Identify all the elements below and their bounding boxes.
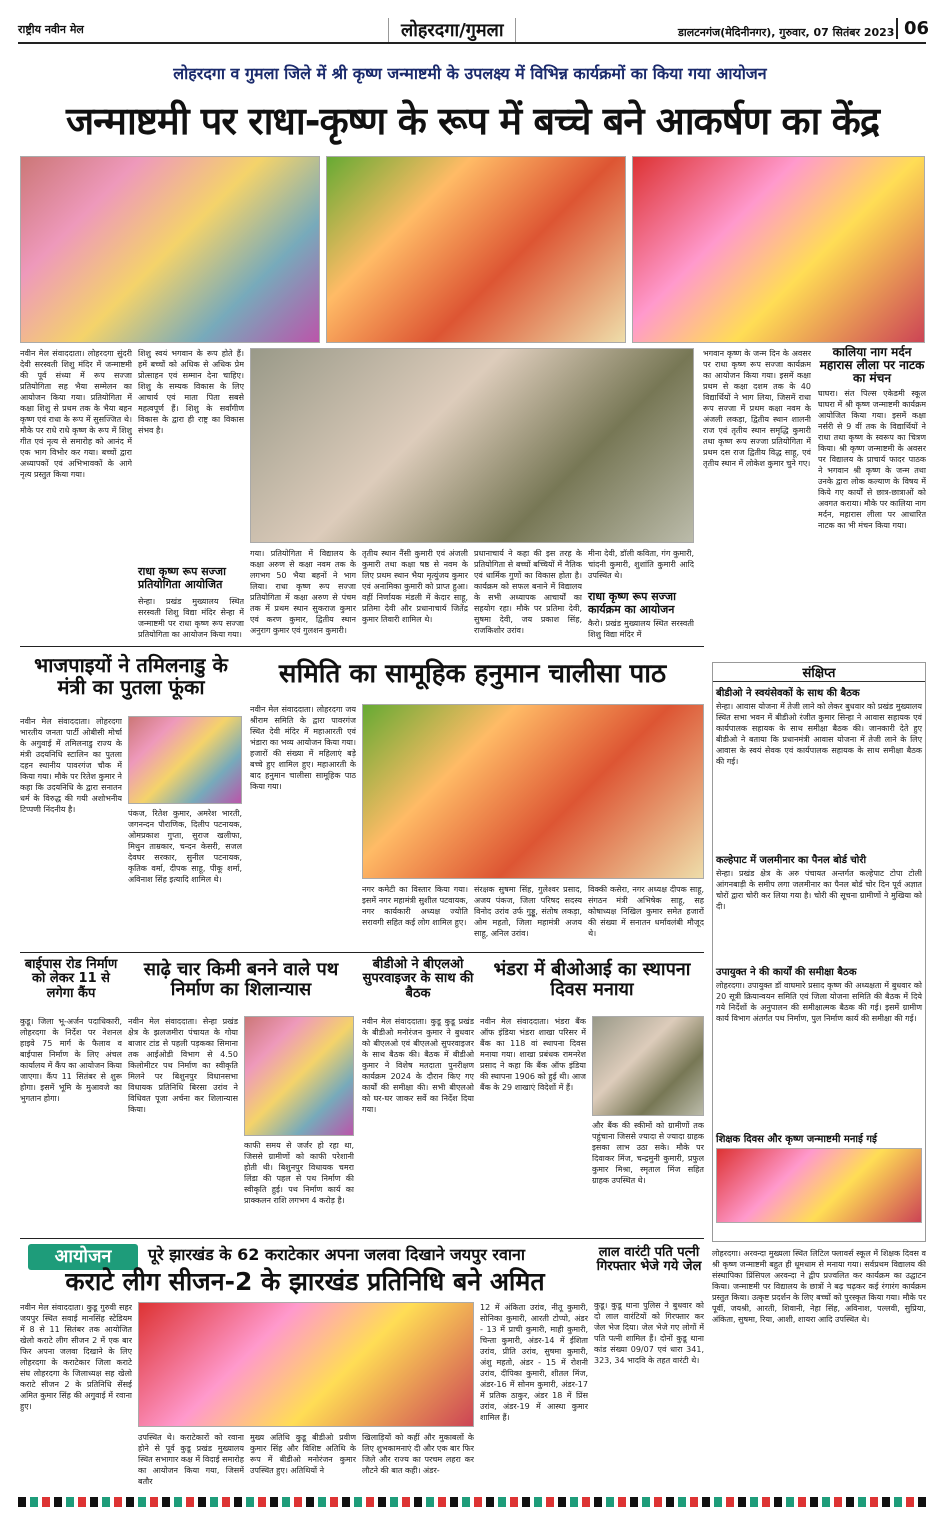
karate-col-3: मुख्य अतिथि कुडू बीडीओ प्रवीण कुमार सिंह और विशिष्ट अतिथि के रूप में बीडीओ मनोरंजन कुमार उपस्थित हुए। अतिथियों ने (250, 1433, 356, 1475)
karate-kicker: पूरे झारखंड के 62 कराटेकार अपना जलवा दिखाने जयपुर रवाना (148, 1245, 526, 1264)
masthead (18, 18, 930, 44)
lead-photo-4 (250, 348, 694, 543)
road-headline: साढ़े चार किमी बनने वाले पथ निर्माण का शिलान्यास (143, 959, 339, 1000)
road-photo (244, 1016, 354, 1136)
hanuman-photo (362, 704, 704, 879)
boi-headline: भंडरा में बीओआई का स्थापना दिवस मनाया (493, 959, 691, 1000)
dateline: डालटनगंज(मेदिनीनगर), गुरुवार, 07 सितंबर 2023 (678, 26, 895, 39)
bjp-photo (128, 716, 242, 804)
lead-photo-3 (632, 156, 925, 343)
bottom-color-bar (18, 1497, 926, 1507)
hanuman-col-2: नगर कमेटी का विस्तार किया गया। इसमें नगर महामंत्री सुशील पटवायक, नगर कार्यकारी अध्यक्ष ज्योति सरावगी सहित कई लोग शामिल हुए। (362, 885, 468, 927)
newspaper-brand: राष्ट्रीय नवीन मेल (18, 23, 84, 36)
side-story-text: घाघरा। संत पिल्स एकेडमी स्कूल घाघरा में श्री कृष्ण जन्माष्टमी कार्यक्रम आयोजित किया गया। इसमें कक्षा नर्सरी से 9 वीं तक के विद्यार्थियों ने राधा तथा कृष्ण के स्वरूप का चित्रण किया। श्री कृष्ण जन्माष्टमी के अवसर पर विद्यालय के प्राचार्य फादर पाठक ने भगवान श्री कृष्ण के जन्म तथा उनके द्वारा लोक कल्याण के विषय में किये गए कार्यों से छात्र-छात्राओं को अवगत कराया। मौके पर कालिया नाग मर्दन, महारास लीला पर आधारित नाटक का भी मंचन किया गया। (818, 389, 926, 530)
boi-text-2: और बैंक की स्कीमों को ग्रामीणों तक पहुंचाना जिससे ज्यादा से ज्यादा ग्राहक इसका लाभ उठा सके। मौके पर दिवाकर मिंज, चन्द्रमुनी कुमारी, प्रफुल कुमार मिश्रा, स्मृताल मिंज सहित ग्राहक उपस्थित थे। (592, 1121, 704, 1185)
brief-b3-head: उपायुक्त ने की कार्यों की समीक्षा बैठक (716, 967, 857, 978)
brief-b3-text: लोहरदगा। उपायुक्त डॉ वाघमारे प्रसाद कृष्ण की अध्यक्षता में बुधवार को 20 सूत्री क्रियान्वयन समिति एवं जिला योजना समिति की बैठक में दिये गये निर्देशों के अनुपालन की समीक्षात्मक बैठक की गई। इसमें ग्रामीण कार्य विभाग अंतर्गत पथ निर्माण, पुल निर्माण कार्य की समीक्षा की गई। (716, 981, 922, 1023)
bdo-text: नवीन मेल संवाददाता। कुडू कुडू प्रखंड के बीडीओ मनोरंजन कुमार ने बुधवार को बीएलओ एवं बीएलओ सुपरवाइजर के साथ बैठक की। बैठक में बीडीओ कुमार ने विशेष मतदाता पुनरीक्षण कार्यक्रम 2024 के दौरान किए गए कार्यों की समीक्षा की। सभी बीएलओ को घर-घर जाकर सर्वे का निर्देश दिया गया। (362, 1017, 474, 1114)
school-text: लोहरदगा। अरवन्दा मुख्यला स्थित लिटिल फ्लावर्स स्कूल में शिक्षक दिवस व श्री कृष्ण जन्माष्टमी बहुत ही धूमधाम से मनाया गया। सर्वप्रथम विद्यालय की संस्थापिका प्रिंसिपल अरवन्दा ने द्वीप प्रज्वलित कर कार्यक्रम का उद्घाटन किया। जन्माष्टमी पर विद्यालय के छात्रों ने बढ़ चढ़कर कई रंगारंग कार्यक्रम प्रस्तुत किया। उत्कृष्ट प्रदर्शन के लिए बच्चों को पुरस्कृत किया गया। मौके पर पूर्वी, जयश्री, आरती, शिवानी, नेहा सिंह, अविनाश, पल्लवी, सुप्रिया, अंकिता, सुषमा, रिया, आशी, शायरा आदि उपस्थित थे। (712, 1249, 926, 1324)
brief-b1-text: सेन्हा। आवास योजना में तेजी लाने को लेकर बुधवार को प्रखंड मुख्यालय स्थित सभा भवन में बीडीओ रंजीत कुमार सिन्हा ने आवास सहायक एवं कार्यपालक सहायक के साथ समीक्षा बैठक की। जानकारी देते हुए बीडीओ ने बताया कि प्रधानमंत्री आवास योजना में तेजी लाने के लिए आवास के स्वयं सेवक एवं कार्यपालक सहायक के साथ समीक्षा बैठक की गई। (716, 702, 922, 766)
brief2-text: कैरो। प्रखंड मुख्यालय स्थित सरस्वती शिशु विद्या मंदिर में (588, 619, 694, 639)
briefs-title: संक्षिप्त (713, 663, 925, 682)
divider (20, 646, 704, 647)
boi-text: नवीन मेल संवाददाता। भंडरा बैंक ऑफ इंडिया भंडरा शाखा परिसर में बैंक का 118 वां स्थापना दिवस मनाया गया। शाखा प्रबंधक रामनरेश प्रसाद ने कहा कि बैंक ऑफ इंडिया की स्थापना 1906 को हुई थी। आज बैंक के 29 शाखाएं विदेशों में हैं। (480, 1017, 586, 1092)
section-name: लोहरदगा/गुमला (388, 18, 516, 42)
bjp-text-2: पंकज, रितेश कुमार, अमरेश भारती, जगनन्दन पौराणिक, दिलीप पटनायक, ओमप्रकाश गुप्ता, सुराज खलीफा, मिथुन ताम्रकार, चन्दन केसरी, सजल देवघर सरकार, सुनील पटनायक, कृतिक वर्मा, दीपक साहू, पीकू शर्मा, अविनाश सिंह इत्यादि शामिल थे। (128, 809, 242, 884)
hanuman-col-1: नवीन मेल संवाददाता। लोहरदगा जय श्रीराम समिति के द्वारा पावरगंज स्थित देवी मंदिर में महाआरती एवं भंडारा का भव्य आयोजन किया गया। हजारों की संख्या में महिलाएं बड़े बच्चे हुए शामिल हुए। महाआरती के बाद हनुमान चालीसा सामूहिक पाठ किया गया। (250, 705, 356, 791)
karate-col-1: नवीन मेल संवाददाता। कुडू गुरुवी सहर जयपुर स्थित सवाई मानसिंह स्टेडियम में 8 से 11 सितंबर तक आयोजित खेलो कराटे लीग सीजन 2 में एक बार फिर अपना जलवा दिखाने के लिए लोहरदगा के कराटेकार जिला कराटे संघ लोहरदगा के जिलाध्यक्ष सह खेलो कराटे सीजन 2 के प्रतिनिधि सेंसई अमित कुमार सिंह की अगुवाई में रवाना हुए। (20, 1303, 132, 1411)
karate-col-4: खिलाड़ियों को कहीं और मुकाबलों के लिए शुभकामनाएं दी और एक बार फिर जिले और राज्य का परचम लहरा कर लौटने की बात कही। अंडर- (362, 1433, 474, 1475)
hanuman-col-3: संरक्षक सुषमा सिंह, गुलेश्वर प्रसाद, अजय पंकज, जिला परिषद सदस्य विनोद उरांव उर्फ गुड्डू, संतोष लकड़ा, ओम महतो, जिला महामंत्री अजय साहू, अनिल उरांव। (474, 885, 582, 938)
page-number: 06 (896, 18, 929, 39)
lead-headline: जन्माष्टमी पर राधा-कृष्ण के रूप में बच्चे बने आकर्षण का केंद्र (65, 99, 880, 143)
lead-col-1: नवीन मेल संवाददाता। लोहरदगा सुंदरी देवी सरस्वती शिशु मंदिर में जन्माष्टमी की पूर्व संध्या में रूप सज्जा प्रतियोगिता सह भैया सम्मेलन का आयोजन किया गया। प्रतियोगिता में कक्षा शिशु से प्रथम तक के भैया बहन कृष्ण एवं राधा के रूप में सुसज्जित थे। मौके पर राधे राधे कृष्ण के रूप में शिशु गीत एवं नृत्य से समारोह को आनंद में एक भाग विभोर कर गया। बच्चों द्वारा अध्यापकों एवं अभिभावकों के आगे नृत्य प्रस्तुत किया गया। (20, 349, 132, 479)
karate-col-5: 12 में अंकिता उरांव, नीतू कुमारी, सोनिका कुमारी, आरती टोप्पो, अंडर - 13 में प्राची कुमारी, माही कुमारी, चिन्ता कुमारी, अंडर-14 में ईशिता उरांव, प्रीति उरांव, सुषमा कुमारी, अंशु महतो, अंडर - 15 में रोशनी उरांव, दीपिका कुमारी, शीतल मिंज, अंडर-16 में सोनम कुमारी, अंडर-17 में प्रतिक ठाकुर, अंडर 18 में प्रिंस उरांव, अंडर-19 में आस्था कुमार शामिल हैं। (480, 1303, 588, 1422)
brief-b2-text: सेन्हा। प्रखंड क्षेत्र के अरु पंचायत अन्तर्गत कल्हेपाट टोपा टोली आंगनबाड़ी के समीप लगा जलमीनार का पैनल बोर्ड चोर दिन पूर्व अज्ञात चोरों द्वारा चोरी कर लिया गया है। चोरी की सूचना ग्रामीणों ने मुखिया को दी। (716, 869, 922, 911)
lead-col-6: मीना देवी, डॉली कविता, गंग कुमारी, चांदनी कुमारी, शुशांति कुमारी आदि उपस्थित थे। (588, 549, 694, 580)
arrest-text: कुडू। कुडू थाना पुलिस ने बुधवार को दो लाल वारंटियों को गिरफ्तार कर जेल भेज दिया। जेल भेजे गए लोगों में पति पत्नी शामिल हैं। दोनों कुडू थाना कांड संख्या 09/07 एवं धारा 341, 323, 34 भादवि के तहत वारंटी थे। (594, 1301, 704, 1365)
bdo-headline: बीडीओ ने बीएलओ सुपरवाइजर के साथ की बैठक (362, 957, 474, 1001)
briefs-box (712, 662, 926, 1242)
lead-photo-2 (326, 156, 626, 343)
road-text: नवीन मेल संवाददाता। सेन्हा प्रखंड क्षेत्र के झलजमीरा पंचायत के गोया बाजार टांड से पहली पड़कका सिमाना तक आईओडी विभाग से 4.50 किलोमीटर पथ निर्माण का स्वीकृति मिलने पर बिशुनपुर विधानसभा विधायक प्रतिनिधि बिरसा उरांव ने विधिवत पूजा अर्चना कर शिलान्यास किया। (128, 1017, 238, 1114)
divider (20, 1238, 704, 1239)
lead-photo-1 (20, 156, 320, 343)
lead-col-3: गया। प्रतियोगिता में विद्यालय के कक्षा अरुण से कक्षा नवम तक के लगभग 50 भैया बहनों ने भाग लिया। राधा कृष्ण रूप सज्जा प्रतियोगिता में कक्षा अरुण से पंचम तक में प्रथम स्थान सुकराज कुमार एवं करण कुमार, द्वितीय स्थान अनुराग कुमार एवं गुलशन कुमारी। (250, 549, 356, 635)
brief-b4-photo (716, 1148, 922, 1223)
bypass-headline: बाईपास रोड निर्माण को लेकर 11 से लगेगा कैंप (24, 957, 118, 1001)
bjp-headline: भाजपाइयों ने तमिलनाडु के मंत्री का पुतला फूंका (34, 653, 228, 699)
bjp-text: नवीन मेल संवाददाता। लोहरदगा भारतीय जनता पार्टी ओबीसी मोर्चा के अगुवाई में तमिलनाडु राज्य के मंत्री उदयनिधि स्टालिन का पुतला दहन स्थानीय पावरगंज चौक में किया गया। मौके पर रितेश कुमार ने कहा कि उदयनिधि के द्वारा सनातन धर्म के विरुद्ध की गयी अशोभनीय टिप्पणी निंदनीय है। (20, 717, 122, 814)
side-story-head: कालिया नाग मर्दन महारास लीला पर नाटक का मंचन (819, 345, 925, 386)
karate-tag: आयोजन (28, 1244, 138, 1270)
boi-photo (592, 1016, 704, 1116)
karate-headline: कराटे लीग सीजन-2 के झारखंड प्रतिनिधि बने अमित (65, 1267, 545, 1296)
brief-b4-head: शिक्षक दिवस और कृष्ण जन्माष्टमी मनाई गई (716, 1134, 877, 1145)
brief-b2-head: कल्हेपाट में जलमीनार का पैनल बोर्ड चोरी (716, 855, 867, 866)
lead-kicker: लोहरदगा व गुमला जिले में श्री कृष्ण जन्माष्टमी के उपलक्ष्य में विभिन्न कार्यक्रमों का किया गया आयोजन (173, 64, 767, 83)
lead-col-2: शिशु स्वयं भगवान के रूप होते हैं। हमें बच्चों को अधिक से अधिक प्रेम प्रोत्साहन एवं सम्मान देना चाहिए। शिशु के सम्यक विकास के लिए आचार्य एवं माता पिता सबसे महत्वपूर्ण हैं। शिशु के सर्वांगीण विकास के द्वारा ही राष्ट्र का विकास संभव है। (138, 349, 244, 435)
brief1-text: सेन्हा। प्रखंड मुख्यालय स्थित सरस्वती शिशु विद्या मंदिर सेन्हा में जन्माष्टमी पर राधा कृष्ण रूप सज्जा प्रतियोगिता का आयोजन किया गया। (138, 597, 244, 639)
hanuman-col-4: विक्की कसेरा, नगर अध्यक्ष दीपक साहू, संगठन मंत्री अभिषेक साहू, सह कोषाध्यक्ष निखिल कुमार समेत हजारों की संख्या में सनातन धर्मावलंबी मौजूद थे। (588, 885, 704, 938)
brief2-head: राधा कृष्ण रूप सज्जा कार्यक्रम का आयोजन (588, 590, 676, 616)
road-text-2: काफी समय से जर्जर हो रहा था, जिससे ग्रामीणों को काफी परेशानी होती थी। बिशुनपुर विधायक चमरा लिंडा की पहल से पथ निर्माण की स्वीकृति हुई। पथ निर्माण कार्य का प्राक्कलन राशि लगभग 4 करोड़ है। (244, 1141, 354, 1205)
karate-col-2: उपस्थित थे। कराटेकारों को रवाना होने से पूर्व कुडू प्रखंड मुख्यालय स्थित सभागार कक्ष में विदाई समारोह का आयोजन किया गया, जिसमें बतौर (138, 1433, 244, 1486)
lead-col-5: प्रधानाचार्य ने कहा की इस तरह के प्रतियोगिता से बच्चों बच्चियों में नैतिक एवं धार्मिक गुणों का विकास होता है। कार्यक्रम को सफल बनाने में विद्यालय के सभी अध्यापक आचार्यों का सहयोग रहा। मौके पर प्रतिमा देवी, सुषमा देवी, जय प्रकाश सिंह, राजकिशोर उरांव। (474, 549, 582, 635)
lead-col-7: भगवान कृष्ण के जन्म दिन के अवसर पर राधा कृष्ण रूप सज्जा कार्यक्रम का आयोजन किया गया। इसमें कक्षा प्रथम से कक्षा दशम तक के 40 विद्यार्थियों ने भाग लिया, जिसमें राधा रूप सज्जा में प्रथम कक्षा नवम के अंजली लकड़ा, द्वितीय स्थान शालनी राज एवं तृतीय स्थान समृद्धि कुमारी तथा कृष्ण रूप सज्जा प्रतियोगिता में प्रथम दस राज द्वितीय विद्ध साहू, एवं तृतीय स्थान में लोकेश कुमार चुने गए। (703, 349, 811, 468)
lead-col-4: तृतीय स्थान नैंसी कुमारी एवं अंजली कुमारी तथा कक्षा षष्ठ से नवम के लिए प्रथम स्थान भैया मृत्युंजय कुमार एवं अनामिका कुमारी को प्राप्त हुआ। वहीं निर्णायक मंडली में केदार साहू, प्रतिमा देवी और प्रधानाचार्य जितेंद्र कुमार तिवारी शामिल थे। (362, 549, 468, 624)
arrest-headline: लाल वारंटी पति पत्नी गिरफ्तार भेजे गये जेल (596, 1245, 702, 1275)
bypass-text: कुडू। जिला भू-अर्जन पदाधिकारी, लोहरदगा के निर्देश पर नेशनल हाइवे 75 मार्ग के फैलाव व बाईपास निर्माण के लिए अंचल कार्यालय में कैंप का आयोजन किया जाएगा। कैंप 11 सितंबर से शुरू होगा। इसमें भूमि के मुआवजे का भुगतान होगा। (20, 1017, 122, 1103)
hanuman-headline: समिति का सामूहिक हनुमान चालीसा पाठ (278, 659, 667, 689)
karate-photo (138, 1302, 474, 1427)
brief-b1-head: बीडीओ ने स्वयंसेवकों के साथ की बैठक (716, 688, 860, 699)
brief1-head: राधा कृष्ण रूप सज्जा प्रतियोगिता आयोजित (138, 565, 226, 591)
divider (20, 952, 704, 953)
